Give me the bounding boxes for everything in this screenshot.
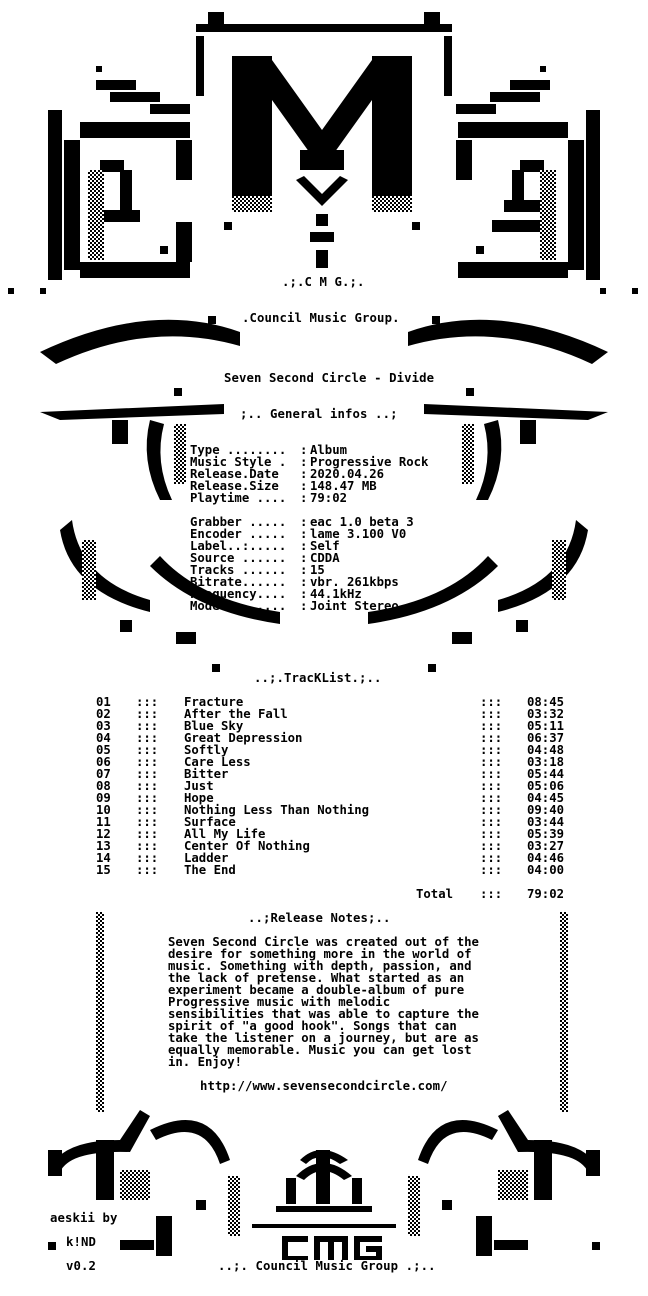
credit-line-1: aeskii by (50, 1211, 118, 1225)
track-number: 01 (96, 695, 111, 709)
release-notes-line: take the listener on a journey, but are as (168, 1031, 479, 1045)
info-key: Grabber ..... (190, 515, 287, 529)
info-separator: : (300, 467, 308, 481)
track-number: 12 (96, 827, 111, 841)
info-value: 148.47 MB (310, 479, 377, 493)
track-time: 03:27 (527, 839, 565, 853)
info-separator: : (300, 575, 308, 589)
info-key: Mode ........ (190, 599, 287, 613)
track-separator: ::: (136, 815, 159, 829)
info-key: Source ...... (190, 551, 287, 565)
track-number: 13 (96, 839, 111, 853)
track-number: 15 (96, 863, 111, 877)
total-label: Total (416, 887, 454, 901)
track-separator: ::: (480, 755, 503, 769)
track-separator: ::: (136, 839, 159, 853)
track-separator: ::: (480, 839, 503, 853)
track-title: Ladder (184, 851, 229, 865)
info-separator: : (300, 587, 308, 601)
track-separator: ::: (480, 779, 503, 793)
track-separator: ::: (480, 707, 503, 721)
track-separator: ::: (136, 851, 159, 865)
track-separator: ::: (480, 719, 503, 733)
track-number: 07 (96, 767, 111, 781)
track-separator: ::: (136, 791, 159, 805)
info-key: Type ........ (190, 443, 287, 457)
info-value: 2020.04.26 (310, 467, 385, 481)
track-time: 04:45 (527, 791, 565, 805)
track-separator: ::: (136, 779, 159, 793)
info-value: CDDA (310, 551, 340, 565)
track-separator: ::: (136, 743, 159, 757)
track-time: 03:18 (527, 755, 565, 769)
info-separator: : (300, 539, 308, 553)
info-key: Encoder ..... (190, 527, 287, 541)
release-notes-line: sensibilities that was able to capture the (168, 1007, 479, 1021)
track-title: After the Fall (184, 707, 288, 721)
track-title: Nothing Less Than Nothing (184, 803, 370, 817)
track-time: 05:39 (527, 827, 565, 841)
track-row (0, 864, 648, 876)
info-separator: : (300, 527, 308, 541)
track-time: 05:44 (527, 767, 565, 781)
track-time: 04:00 (527, 863, 565, 877)
info-key: Bitrate...... (190, 575, 287, 589)
track-title: Just (184, 779, 214, 793)
release-notes-line: the lack of pretense. What started as an (168, 971, 465, 985)
credit-line-2: k!ND (66, 1235, 97, 1249)
release-notes-line: experiment became a double-album of pure (168, 983, 465, 997)
track-separator: ::: (136, 695, 159, 709)
info-separator: : (300, 479, 308, 493)
track-separator: ::: (136, 767, 159, 781)
info-row (190, 600, 460, 612)
track-separator: ::: (136, 731, 159, 745)
info-value: Progressive Rock (310, 455, 429, 469)
tracklist-heading: ..;.TracKList.;.. (254, 671, 382, 685)
track-title: Hope (184, 791, 214, 805)
track-time: 05:06 (527, 779, 565, 793)
track-time: 05:11 (527, 719, 565, 733)
track-title: Surface (184, 815, 236, 829)
track-separator: ::: (480, 791, 503, 805)
info-row (190, 492, 460, 504)
track-title: Center Of Nothing (184, 839, 310, 853)
track-title: Fracture (184, 695, 244, 709)
track-time: 03:32 (527, 707, 565, 721)
track-title: The End (184, 863, 236, 877)
track-separator: ::: (480, 815, 503, 829)
info-value: Album (310, 443, 348, 457)
track-number: 02 (96, 707, 111, 721)
track-separator: ::: (136, 707, 159, 721)
release-notes-heading: ..;Release Notes;.. (248, 911, 391, 925)
track-time: 09:40 (527, 803, 565, 817)
track-number: 14 (96, 851, 111, 865)
track-separator: ::: (136, 803, 159, 817)
track-time: 06:37 (527, 731, 565, 745)
general-info-list (190, 444, 460, 614)
track-separator: ::: (480, 767, 503, 781)
track-title: Great Depression (184, 731, 303, 745)
info-value: Self (310, 539, 340, 553)
info-separator: : (300, 563, 308, 577)
release-notes-line: desire for something more in the world of (168, 947, 472, 961)
info-key: Frequency.... (190, 587, 287, 601)
info-value: vbr. 261kbps (310, 575, 399, 589)
track-separator: ::: (480, 743, 503, 757)
info-value: Joint Stereo (310, 599, 399, 613)
tracklist-total-row (0, 888, 648, 900)
release-url[interactable]: http://www.sevensecondcircle.com/ (200, 1079, 448, 1093)
info-key: Tracks ...... (190, 563, 287, 577)
release-notes-line: equally memorable. Music you can get lost (168, 1043, 472, 1057)
tracklist-table (0, 696, 648, 882)
header-tag: .;.C M G.;. (282, 275, 365, 289)
track-separator: ::: (480, 863, 503, 877)
info-key: Playtime .... (190, 491, 287, 505)
track-number: 03 (96, 719, 111, 733)
info-separator: : (300, 443, 308, 457)
group-name: .Council Music Group. (242, 311, 400, 325)
info-separator: : (300, 599, 308, 613)
track-separator: ::: (136, 719, 159, 733)
track-separator: ::: (480, 851, 503, 865)
info-separator: : (300, 455, 308, 469)
total-time: 79:02 (527, 887, 565, 901)
info-value: lame 3.100 V0 (310, 527, 407, 541)
track-number: 08 (96, 779, 111, 793)
info-key: Release.Date (190, 467, 287, 481)
track-time: 08:45 (527, 695, 565, 709)
info-separator: : (300, 515, 308, 529)
track-number: 06 (96, 755, 111, 769)
info-value: 15 (310, 563, 325, 577)
track-separator: ::: (480, 731, 503, 745)
track-time: 04:46 (527, 851, 565, 865)
track-time: 04:48 (527, 743, 565, 757)
track-number: 09 (96, 791, 111, 805)
footer-group-line: ..;. Council Music Group .;.. (218, 1259, 436, 1273)
info-value: 79:02 (310, 491, 348, 505)
info-key: Label..:..... (190, 539, 287, 553)
track-title: Care Less (184, 755, 251, 769)
general-infos-heading: ;.. General infos ..; (240, 407, 398, 421)
release-notes-body (168, 936, 508, 1068)
track-title: Bitter (184, 767, 229, 781)
track-separator: ::: (480, 803, 503, 817)
track-separator: ::: (136, 863, 159, 877)
track-title: Softly (184, 743, 229, 757)
release-notes-line: Progressive music with melodic (168, 995, 391, 1009)
track-title: Blue Sky (184, 719, 244, 733)
info-separator: : (300, 551, 308, 565)
info-key: Music Style . (190, 455, 287, 469)
track-title: All My Life (184, 827, 266, 841)
total-separator: ::: (480, 887, 503, 901)
version-label: v0.2 (66, 1259, 97, 1273)
release-notes-line: in. Enjoy! (168, 1055, 243, 1069)
track-number: 10 (96, 803, 111, 817)
info-separator: : (300, 491, 308, 505)
info-value: eac 1.0 beta 3 (310, 515, 414, 529)
track-number: 05 (96, 743, 111, 757)
track-number: 11 (96, 815, 111, 829)
track-number: 04 (96, 731, 111, 745)
info-value: 44.1kHz (310, 587, 362, 601)
release-title: Seven Second Circle - Divide (224, 371, 435, 385)
release-notes-line: spirit of "a good hook". Songs that can (168, 1019, 457, 1033)
track-time: 03:44 (527, 815, 565, 829)
palm-tree-art (252, 1150, 396, 1262)
track-separator: ::: (480, 827, 503, 841)
track-separator: ::: (136, 827, 159, 841)
release-notes-line: music. Something with depth, passion, and (168, 959, 472, 973)
track-separator: ::: (136, 755, 159, 769)
release-notes-line: Seven Second Circle was created out of the (168, 935, 479, 949)
track-separator: ::: (480, 695, 503, 709)
info-key: Release.Size (190, 479, 287, 493)
